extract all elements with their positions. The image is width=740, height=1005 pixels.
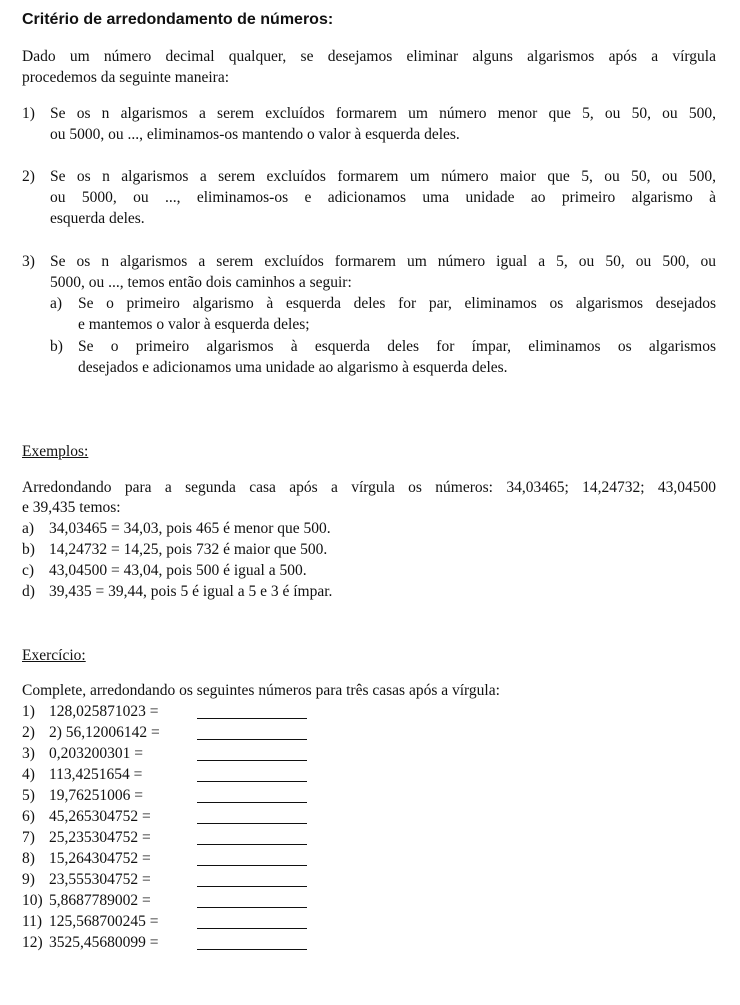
examples-intro-line-2: e 39,435 temos:: [22, 499, 121, 516]
rule-text-line: ou 5000, ou ..., eliminamos-os e adicionamos uma unidade ao primeiro algarismo à: [50, 189, 716, 206]
exercise-number: 6): [22, 808, 35, 825]
example-text: 34,03465 = 34,03, pois 465 é menor que 500.: [49, 520, 331, 537]
rule-number: 1): [22, 105, 35, 122]
exercise-text: 15,264304752 =: [49, 850, 151, 867]
exercise-item: [22, 848, 342, 869]
exercise-number: 11): [22, 913, 43, 930]
exercise-text: 5,8687789002 =: [49, 892, 151, 909]
rule-text-line: Se os n algarismos a serem excluídos formarem um número maior que 5, ou 50, ou 500,: [50, 168, 716, 185]
exercise-item: [22, 701, 342, 722]
exercise-number: 9): [22, 871, 35, 888]
example-letter: d): [22, 583, 35, 600]
exercise-heading: Exercício:: [22, 647, 86, 664]
answer-blank[interactable]: [197, 928, 307, 929]
exercise-number: 10): [22, 892, 43, 909]
rule-text-line: esquerda deles.: [50, 210, 145, 227]
subitem-text-line: Se o primeiro algarismo à esquerda deles for par, eliminamos os algarismos desejados: [78, 295, 716, 312]
example-text: 43,04500 = 43,04, pois 500 é igual a 500.: [49, 562, 307, 579]
example-letter: b): [22, 541, 35, 558]
rule-text-line: Se os n algarismos a serem excluídos formarem um número menor que 5, ou 50, ou 500,: [50, 105, 716, 122]
exercise-item: [22, 869, 342, 890]
exercise-text: 23,555304752 =: [49, 871, 151, 888]
example-text: 39,435 = 39,44, pois 5 é igual a 5 e 3 é ímpar.: [49, 583, 333, 600]
exercise-number: 2): [22, 724, 35, 741]
answer-blank[interactable]: [197, 781, 307, 782]
subitem-text-line: Se o primeiro algarismos à esquerda deles for ímpar, eliminamos os algarismos: [78, 338, 716, 355]
exercise-text: 19,76251006 =: [49, 787, 143, 804]
example-letter: a): [22, 520, 35, 537]
rule-text-line: Se os n algarismos a serem excluídos formarem um número igual a 5, ou 50, ou 500, ou: [50, 253, 716, 270]
intro-line-2: procedemos da seguinte maneira:: [22, 69, 230, 86]
exercise-number: 12): [22, 934, 43, 951]
example-letter: c): [22, 562, 35, 579]
exercise-number: 5): [22, 787, 35, 804]
exercise-number: 4): [22, 766, 35, 783]
exercise-text: 25,235304752 =: [49, 829, 151, 846]
rule-number: 3): [22, 253, 35, 270]
exercise-item: [22, 890, 342, 911]
exercise-text: 0,203200301 =: [49, 745, 143, 762]
subitem-text-line: desejados e adicionamos uma unidade ao algarismo à esquerda deles.: [78, 359, 508, 376]
answer-blank[interactable]: [197, 907, 307, 908]
exercise-item: [22, 722, 342, 743]
answer-blank[interactable]: [197, 802, 307, 803]
answer-blank[interactable]: [197, 949, 307, 950]
exercise-item: [22, 743, 342, 764]
answer-blank[interactable]: [197, 886, 307, 887]
exercise-instruction: Complete, arredondando os seguintes números para três casas após a vírgula:: [22, 682, 500, 699]
exercise-item: [22, 932, 342, 953]
exercise-text: 2) 56,12006142 =: [49, 724, 160, 741]
exercise-item: [22, 827, 342, 848]
answer-blank[interactable]: [197, 844, 307, 845]
answer-blank[interactable]: [197, 823, 307, 824]
answer-blank[interactable]: [197, 739, 307, 740]
exercise-item: [22, 785, 342, 806]
intro-line-1: Dado um número decimal qualquer, se desejamos eliminar alguns algarismos após a vírgula: [22, 48, 716, 65]
exercise-text: 113,4251654 =: [49, 766, 143, 783]
page-title: Critério de arredondamento de números:: [22, 11, 334, 28]
answer-blank[interactable]: [197, 865, 307, 866]
subitem-letter: a): [50, 295, 63, 312]
answer-blank[interactable]: [197, 718, 307, 719]
answer-blank[interactable]: [197, 760, 307, 761]
rule-text-line: ou 5000, ou ..., eliminamos-os mantendo o valor à esquerda deles.: [50, 126, 460, 143]
exercise-text: 3525,45680099 =: [49, 934, 159, 951]
exercise-number: 1): [22, 703, 35, 720]
subitem-text-line: e mantemos o valor à esquerda deles;: [78, 316, 310, 333]
examples-intro-line-1: Arredondando para a segunda casa após a vírgula os números: 34,03465; 14,24732; 43,04500: [22, 479, 716, 496]
exercise-text: 125,568700245 =: [49, 913, 159, 930]
exercise-item: [22, 806, 342, 827]
rule-text-line: 5000, ou ..., temos então dois caminhos a seguir:: [50, 274, 352, 291]
subitem-letter: b): [50, 338, 63, 355]
example-text: 14,24732 = 14,25, pois 732 é maior que 500.: [49, 541, 328, 558]
exercise-number: 3): [22, 745, 35, 762]
exercise-item: [22, 764, 342, 785]
exercise-text: 45,265304752 =: [49, 808, 151, 825]
exercise-text: 128,025871023 =: [49, 703, 159, 720]
exercise-number: 7): [22, 829, 35, 846]
exercise-number: 8): [22, 850, 35, 867]
exercise-item: [22, 911, 342, 932]
examples-heading: Exemplos:: [22, 443, 89, 460]
rule-number: 2): [22, 168, 35, 185]
